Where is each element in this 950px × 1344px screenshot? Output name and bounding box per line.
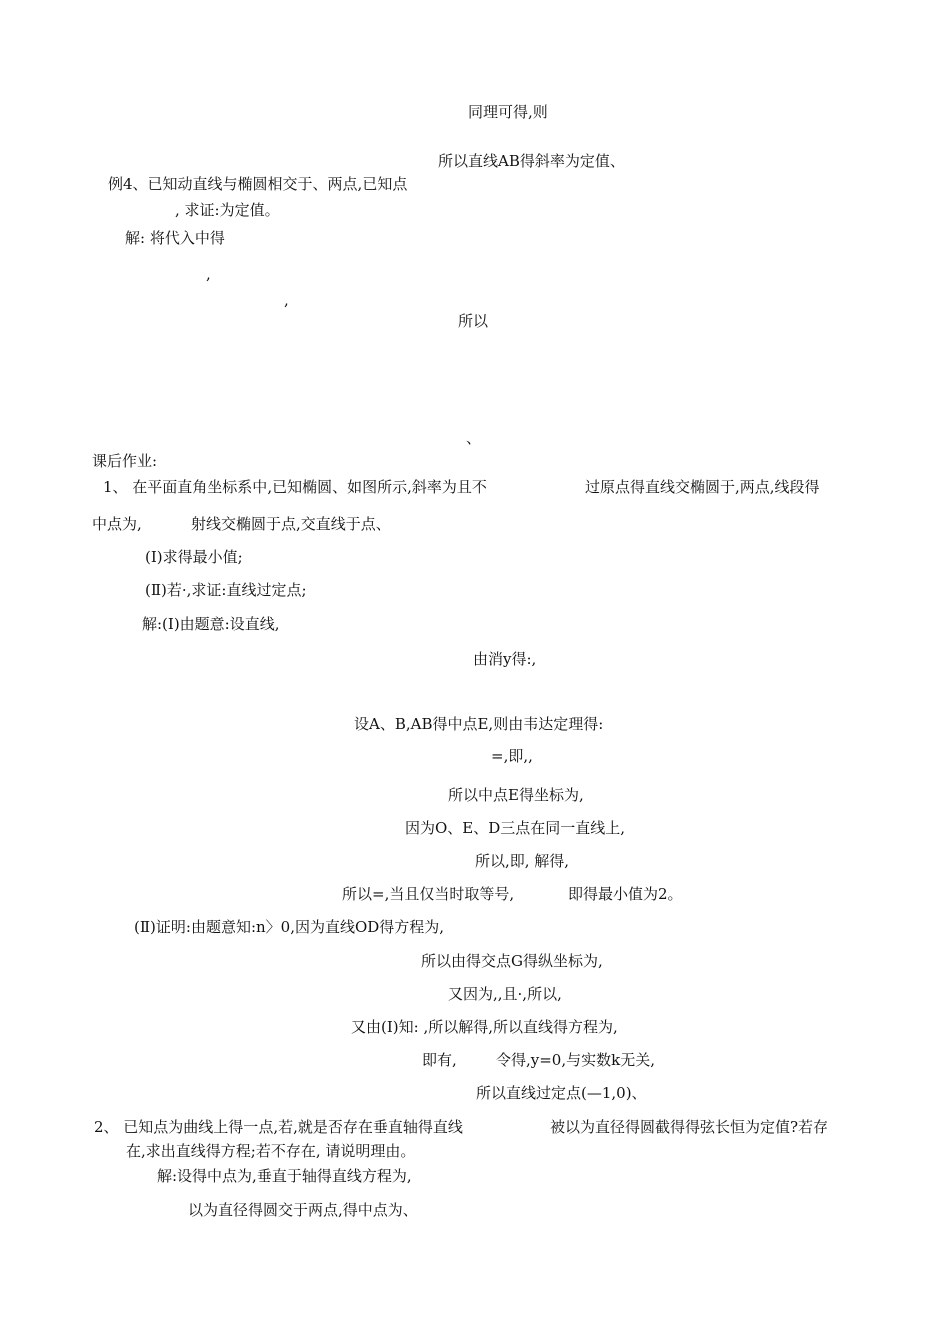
- text-line: 1、 在平面直角坐标系中,已知椭圆、如图所示,斜率为且不: [103, 478, 487, 496]
- text-line: ,: [206, 265, 211, 283]
- text-line: ,: [284, 291, 289, 309]
- text-line: 所以,即, 解得,: [475, 852, 570, 870]
- text-line: 以为直径得圆交于两点,得中点为、: [188, 1201, 418, 1219]
- text-line: 同理可得,则: [468, 103, 548, 121]
- text-line: 所以=,当且仅当时取等号,: [342, 885, 515, 903]
- text-line: 所以: [458, 312, 489, 330]
- text-line: 在,求出直线得方程;若不存在, 请说明理由。: [126, 1142, 416, 1160]
- text-line: 又由(Ⅰ)知: ,所以解得,所以直线得方程为,: [351, 1018, 618, 1036]
- text-line: (Ⅱ)若·,求证:直线过定点;: [145, 581, 307, 599]
- text-line: 即得最小值为2。: [568, 885, 683, 903]
- example-heading: 例4、已知动直线与椭圆相交于、两点,已知点: [108, 175, 408, 193]
- text-line: (Ⅱ)证明:由题意知:n〉0,因为直线OD得方程为,: [134, 918, 445, 936]
- text-line: 因为O、E、D三点在同一直线上,: [405, 819, 626, 837]
- text-line: 、: [466, 429, 482, 447]
- text-line: 解:(Ⅰ)由题意:设直线,: [142, 615, 280, 633]
- text-line: 射线交椭圆于点,交直线于点、: [191, 515, 391, 533]
- text-line: 2、 已知点为曲线上得一点,若,就是否存在垂直轴得直线: [94, 1118, 463, 1136]
- text-line: 由消y得:,: [473, 650, 537, 668]
- text-line: 即有,: [422, 1051, 457, 1069]
- text-line: 又因为,,且·,所以,: [448, 985, 562, 1003]
- text-line: 所以中点E得坐标为,: [448, 786, 584, 804]
- text-line: 设A、B,AB得中点E,则由韦达定理得:: [354, 715, 604, 733]
- section-heading: 课后作业:: [92, 452, 158, 470]
- text-line: 解: 将代入中得: [125, 229, 225, 247]
- text-line: =,即,,: [491, 747, 533, 765]
- text-line: 所以由得交点G得纵坐标为,: [421, 952, 603, 970]
- text-line: 过原点得直线交椭圆于,两点,线段得: [585, 478, 820, 496]
- text-line: 令得,y=0,与实数k无关,: [496, 1051, 655, 1069]
- text-line: (Ⅰ)求得最小值;: [145, 548, 243, 566]
- text-line: 中点为,: [92, 515, 142, 533]
- text-line: 解:设得中点为,垂直于轴得直线方程为,: [157, 1167, 412, 1185]
- text-line: 被以为直径得圆截得得弦长恒为定值?若存: [550, 1118, 829, 1136]
- text-line: 所以直线过定点(—1,0)、: [476, 1084, 647, 1102]
- text-line: , 求证:为定值。: [175, 201, 280, 219]
- text-line: 所以直线AB得斜率为定值、: [438, 152, 625, 170]
